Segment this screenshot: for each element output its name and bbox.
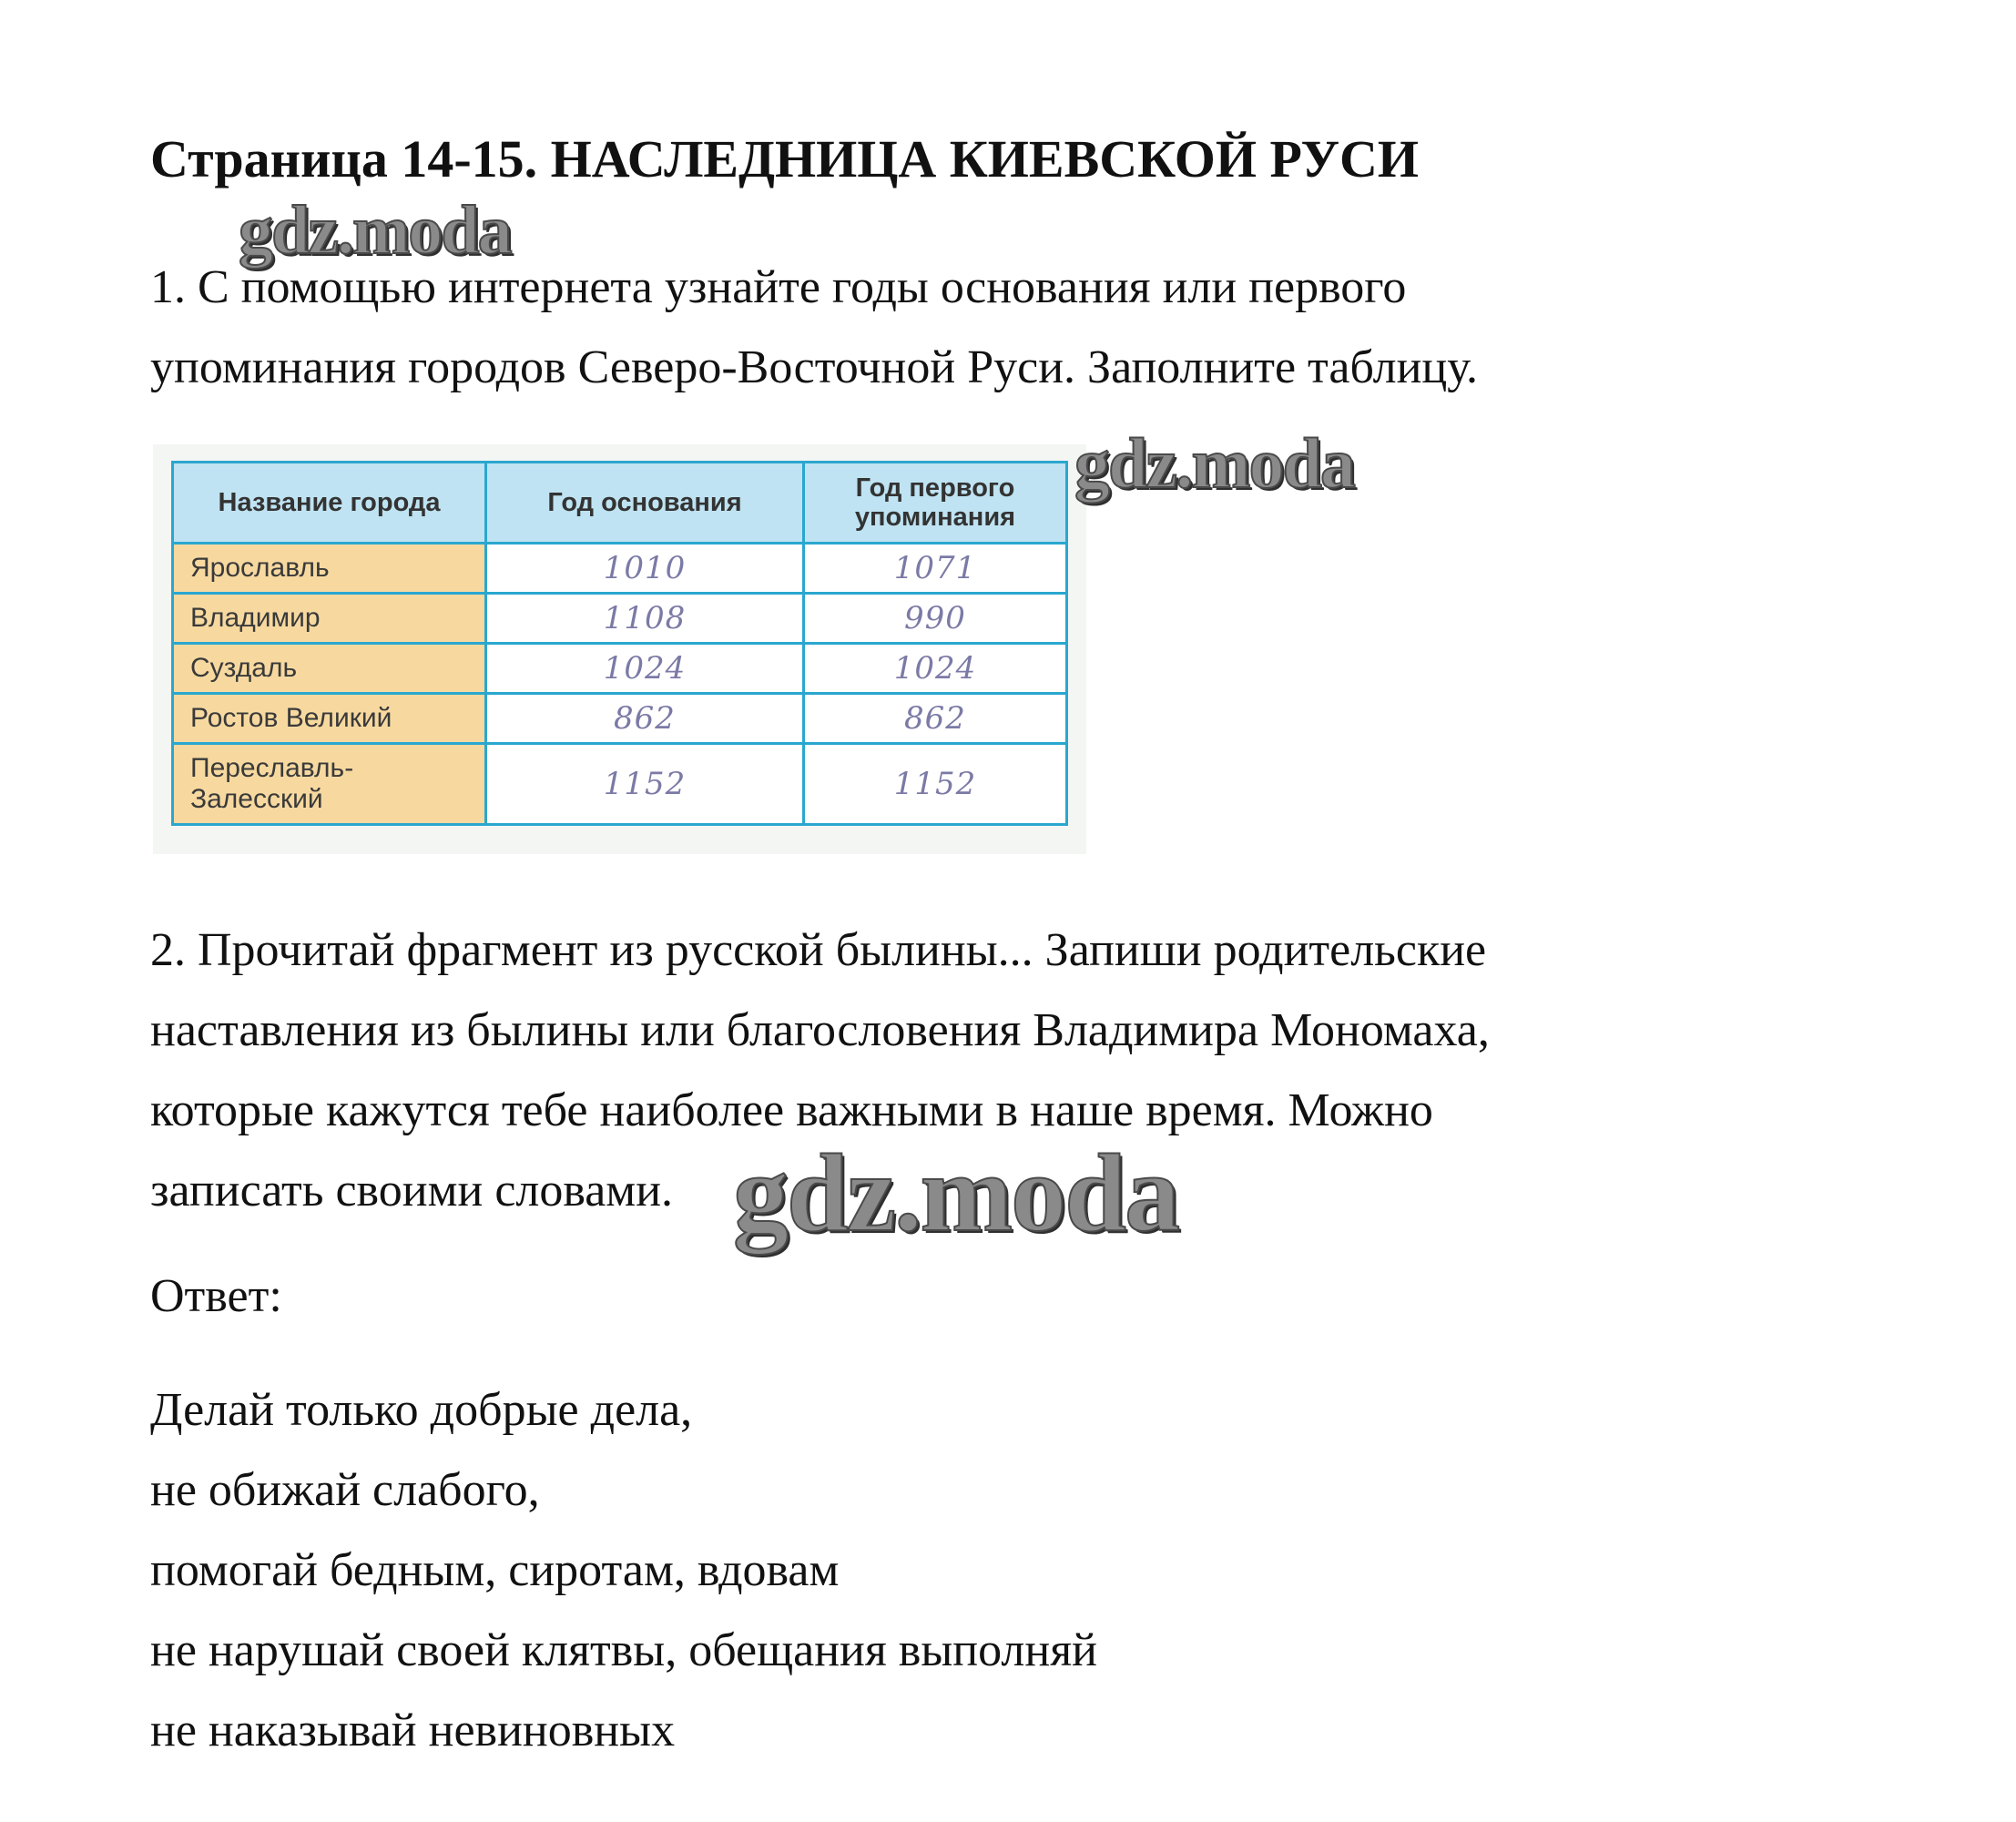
table-row [173, 644, 1067, 694]
watermark: gdz.moda [239, 192, 511, 269]
answer-text [150, 1370, 1097, 1771]
founded-year: 1010 [486, 544, 804, 594]
table-row [173, 594, 1067, 644]
task-2-line: 2. Прочитай фрагмент из русской былины... Запиши родительские [150, 924, 1487, 976]
task-1-line: 1. С помощью интернета узнайте годы основания или первого [150, 261, 1407, 313]
task-1-line: упоминания городов Северо-Восточной Руси. Заполните таблицу. [150, 341, 1479, 393]
watermark: gdz.moda [733, 1132, 1178, 1255]
answer-line: не наказывай невиновных [150, 1705, 676, 1756]
header-founded-year: Год основания [486, 463, 804, 544]
task-1-text [150, 248, 1478, 408]
answer-line: помогай бедным, сиротам, вдовам [150, 1544, 840, 1596]
cities-table [171, 461, 1068, 826]
cities-table-image [153, 444, 1086, 854]
task-2-line: записать своими словами. [150, 1165, 674, 1216]
founded-year: 1152 [486, 744, 804, 825]
first-mention-year: 862 [804, 694, 1067, 744]
founded-year: 1108 [486, 594, 804, 644]
table-row [173, 744, 1067, 825]
table-row [173, 694, 1067, 744]
first-mention-year: 1152 [804, 744, 1067, 825]
city-name: Суздаль [173, 644, 486, 694]
founded-year: 1024 [486, 644, 804, 694]
page-title: Страница 14-15. НАСЛЕДНИЦА КИЕВСКОЙ РУСИ [150, 129, 1420, 188]
city-name: Переславль-Залесский [173, 744, 486, 825]
table-header-row [173, 463, 1067, 544]
city-name: Ярославль [173, 544, 486, 594]
answer-line: не обижай слабого, [150, 1464, 540, 1516]
first-mention-year: 990 [804, 594, 1067, 644]
founded-year: 862 [486, 694, 804, 744]
answer-line: Делай только добрые дела, [150, 1384, 693, 1436]
header-first-mention-year: Год первого упоминания [804, 463, 1067, 544]
task-2-line: наставления из былины или благословения Владимира Мономаха, [150, 1004, 1490, 1056]
header-city-name: Название города [173, 463, 486, 544]
table-row [173, 544, 1067, 594]
task-2-line: которые кажутся тебе наиболее важными в наше время. Можно [150, 1084, 1433, 1136]
first-mention-year: 1024 [804, 644, 1067, 694]
city-name: Ростов Великий [173, 694, 486, 744]
answer-line: не нарушай своей клятвы, обещания выполняй [150, 1624, 1097, 1676]
city-name: Владимир [173, 594, 486, 644]
answer-label: Ответ: [150, 1270, 282, 1322]
watermark: gdz.moda [1074, 423, 1354, 503]
first-mention-year: 1071 [804, 544, 1067, 594]
